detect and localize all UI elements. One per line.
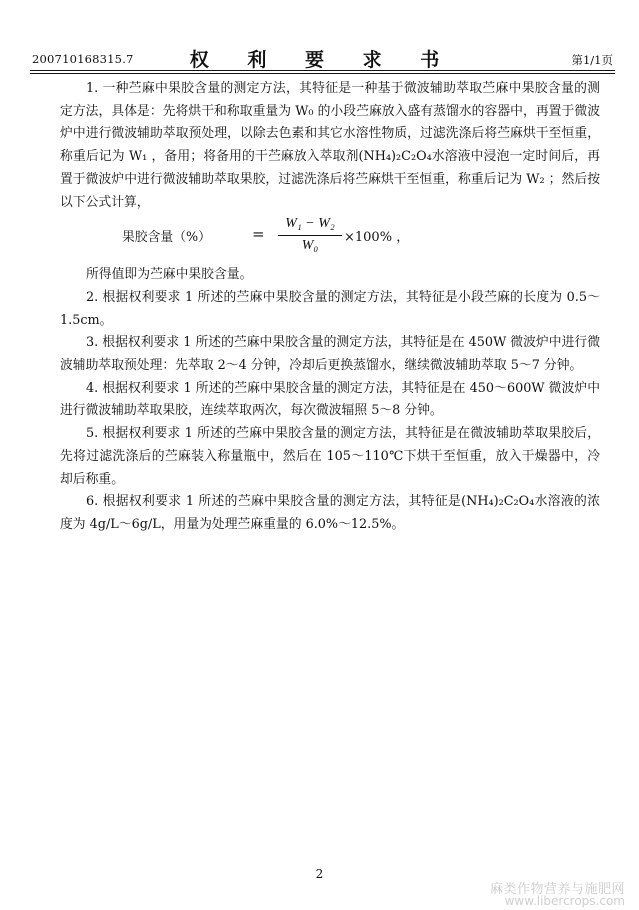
claim-4: 4. 根据权利要求 1 所述的苎麻中果胶含量的测定方法，其特征是在 450～600W 微波炉中进行微波辅助萃取果胶，连续萃取两次，每次微波辐照 5～8 分钟。 [60, 380, 600, 419]
document-title: 权 利 要 求 书 [189, 49, 456, 71]
claim-5: 5. 根据权利要求 1 所述的苎麻中果胶含量的测定方法，其特征是在微波辅助萃取果胶后，先将过滤洗涤后的苎麻装入称量瓶中，然后在 105～110℃下烘干至恒重，放入干燥器中，冷却后称重。 [60, 426, 600, 487]
claim-2: 2. 根据权利要求 1 所述的苎麻中果胶含量的测定方法，其特征是小段苎麻的长度为 0.5～1.5cm。 [60, 289, 600, 328]
pectin-formula [60, 214, 600, 264]
watermark-text: 麻类作物营养与施肥网 [489, 882, 625, 897]
formula-fraction [278, 214, 342, 256]
claims-body [60, 78, 600, 537]
claim-1-result: 所得值即为苎麻中果胶含量。 [86, 267, 253, 283]
watermark-url: www.libercrops.com [504, 894, 625, 908]
claim-3: 3. 根据权利要求 1 所述的苎麻中果胶含量的测定方法，其特征是在 450W 微波炉中进行微波辅助萃取预处理：先萃取 2～4 分钟，冷却后更换蒸馏水，继续微波辅助萃取 5～7 分钟。 [60, 335, 600, 374]
formula-numerator: W₁ − W₂ [285, 216, 335, 232]
formula-tail: ×100% ， [344, 230, 410, 246]
formula-equals: = [252, 225, 265, 244]
formula-label: 果胶含量（%） [122, 230, 211, 246]
page-number: 2 [315, 867, 324, 881]
formula-denominator: W₀ [301, 238, 319, 254]
header-rule-thin [30, 73, 615, 74]
application-number: 200710168315.7 [32, 52, 134, 66]
header-rule [30, 70, 615, 71]
claim-1: 1. 一种苎麻中果胶含量的测定方法，其特征是一种基于微波辅助萃取苎麻中果胶含量的测定方法，具体是：先将烘干和称取重量为 W₀ 的小段苎麻放入盛有蒸馏水的容器中，再置于微波炉中进行微波辅助萃取预处理，以除去色素和其它水溶性物质，过滤洗涤后将苎麻烘干至恒重，称重后记为 W₁ ，备用；将备用的干苎麻放入萃取剂(NH₄)₂C₂O₄水溶液中浸泡一定时间后，再置于微波炉中进行微波辅助萃取果胶，过滤洗涤后将苎麻烘干至恒重，称重后记为 W₂ ；然后按以下公式计算， [60, 81, 600, 210]
page-label: 第1/1页 [571, 53, 613, 67]
claim-6: 6. 根据权利要求 1 所述的苎麻中果胶含量的测定方法，其特征是(NH₄)₂C₂O₄水溶液的浓度为 4g/L～6g/L，用量为处理苎麻重量的 6.0%～12.5%。 [60, 494, 600, 532]
